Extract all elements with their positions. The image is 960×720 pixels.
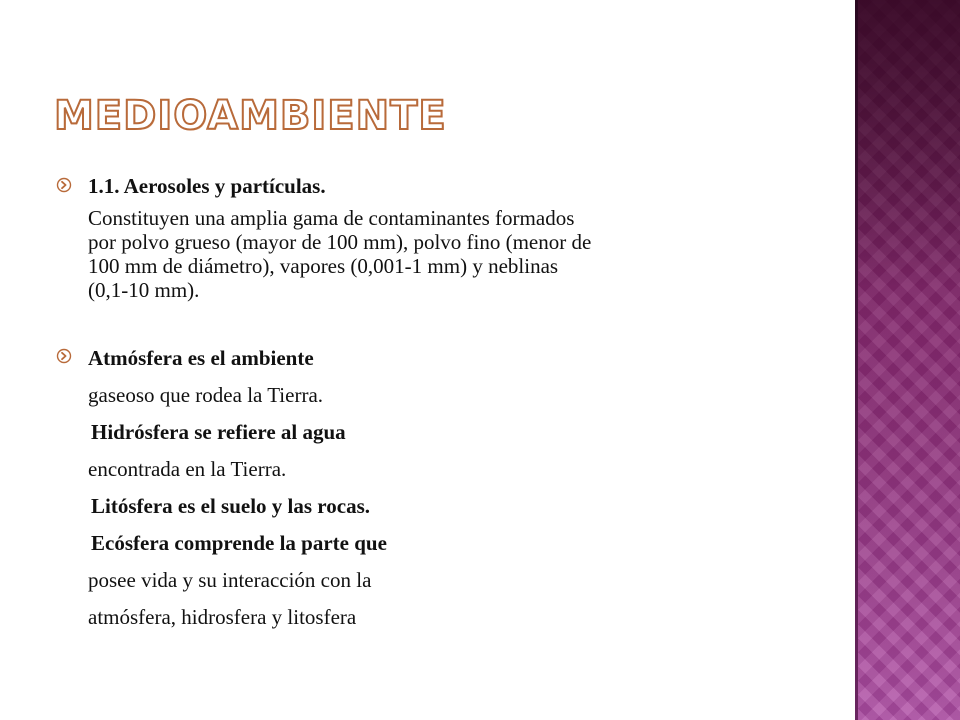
text-line: Ecósfera comprende la parte que: [91, 531, 387, 555]
paragraph-line: 100 mm de diámetro), vapores (0,001-1 mm) y neblinas: [88, 254, 559, 278]
text-line: posee vida y su interacción con la: [88, 568, 372, 592]
circled-arrow-icon: [56, 348, 72, 364]
paragraph-line: Constituyen una amplia gama de contaminantes formados: [88, 206, 575, 230]
text-line: Hidrósfera se refiere al agua: [91, 420, 346, 444]
bullet-item-aerosoles: [56, 172, 836, 302]
bullet-item-esferas: [56, 340, 836, 636]
slide-content: [56, 172, 836, 636]
section-heading: 1.1. Aerosoles y partículas.: [88, 174, 326, 198]
text-line: gaseoso que rodea la Tierra.: [88, 383, 324, 407]
text-line: Atmósfera es el ambiente: [88, 346, 314, 370]
paragraph-line: por polvo grueso (mayor de 100 mm), polvo fino (menor de: [88, 230, 592, 254]
decorative-side-panel: [855, 0, 960, 720]
text-line: atmósfera, hidrosfera y litosfera: [88, 605, 357, 629]
circled-arrow-icon: [56, 177, 72, 193]
text-line: encontrada en la Tierra.: [88, 457, 287, 481]
slide-title: MEDIOAMBIENTE: [54, 93, 447, 139]
section-paragraph: [88, 206, 836, 302]
paragraph-line: (0,1-10 mm).: [88, 278, 200, 302]
text-line: Litósfera es el suelo y las rocas.: [91, 494, 370, 518]
